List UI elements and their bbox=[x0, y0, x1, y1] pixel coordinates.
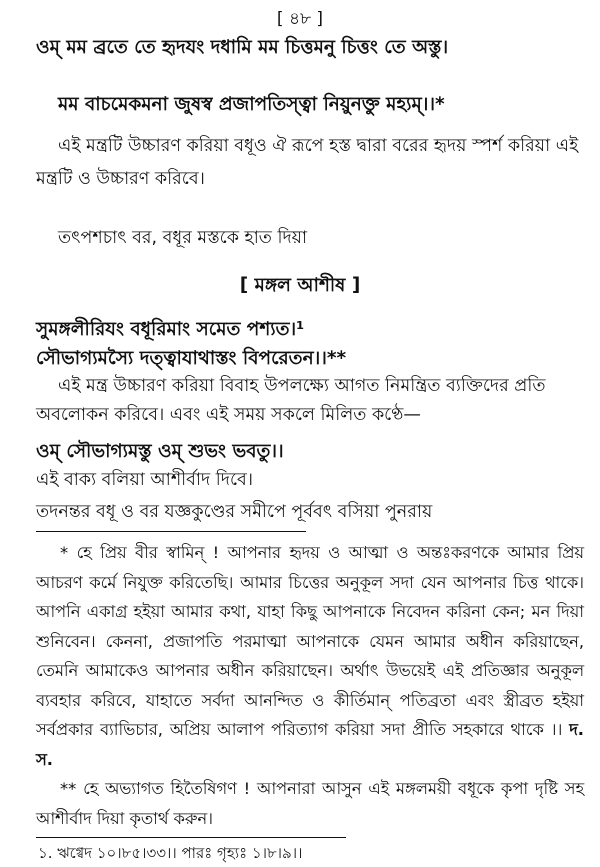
paragraph-instruction-3: এই মন্ত্র উচ্চারণ করিয়া বিবাহ উপলক্ষ্যে আগত নিমন্ত্রিত ব্যক্তিদের প্রতি অবলোকন করিবে। এবং এই সময় সকলে মিলিত কণ্ঠে— bbox=[36, 376, 546, 425]
reference-separator bbox=[36, 837, 346, 838]
paragraph-instruction-4: এই বাক্য বলিয়া আশীর্বাদ দিবে। bbox=[36, 470, 253, 490]
footnote-1-signature: দ. স. bbox=[36, 720, 584, 769]
paragraph-instruction-2: তৎপশচাৎ বর, বধূর মস্তকে হাত দিয়া bbox=[58, 228, 308, 248]
paragraph-instruction-5: তদনন্তর বধূ ও বর যজ্ঞকুণ্ডের সমীপে পূর্ববৎ বসিয়া পুনরায় bbox=[36, 502, 433, 522]
mantra-line-4: সৌভাগ্যমস্যৈ দত্ত্বাযাথাস্তং বিপরেতন।।** bbox=[36, 348, 347, 369]
mantra-line-3: সুমঙ্গলীরিযং বধূরিমাং সমেত পশ্যত।¹ bbox=[36, 319, 305, 340]
reference-note: ১. ঋগ্বেদ ১০।৮৫।৩৩।। পারঃ গৃহ্যঃ ১।৮।৯।। bbox=[38, 844, 303, 862]
paragraph-instruction-1: এই মন্ত্রটি উচ্চারণ করিয়া বধূও ঐ রূপে হস্ত দ্বারা বরের হৃদয় স্পর্শ করিয়া এই মন্ত্রটি ও উচ্চারণ করিবে। bbox=[36, 136, 579, 189]
footnote-1 bbox=[36, 538, 584, 774]
mantra-line-2: মম বাচমেকমনা জুষস্ব প্রজাপতিস্ত্বা নিয়ুনক্তু মহ্যম্।।* bbox=[58, 94, 445, 115]
page-number: [ ৪৮ ] bbox=[276, 9, 324, 29]
mantra-line-1: ওম্ মম ব্রতে তে হৃদযং দধামি মম চিত্তমনু চিত্তং তে অস্তু। bbox=[36, 37, 449, 58]
section-heading: [ মঙ্গল আশীষ ] bbox=[239, 275, 361, 296]
mantra-line-5: ওম্ সৌভাগ্যমস্তু ওম্ শুভং ভবতু।। bbox=[36, 441, 284, 462]
footnote-separator bbox=[36, 531, 306, 532]
footnote-2: ** হে অভ্যাগত হিতৈষিগণ ! আপনারা আসুন এই মঙ্গলময়ী বধূকে কৃপা দৃষ্টি সহ আশীর্বাদ দিয়া কৃতার্থ করুন। bbox=[36, 779, 584, 828]
footnote-1-text: * হে প্রিয় বীর স্বামিন্ ! আপনার হৃদয় ও আত্মা ও অন্তঃকরণকে আমার প্রিয় আচরণ কর্মে নিযুক্ত করিতেছি। আমার চিত্তের অনুকূল সদা যেন আপনার চিত্ত থাকে। আপনি একাগ্র হইয়া আমার কথা, যাহা কিছু আপনাকে নিবেদন করিনা কেন; মন দিয়া শুনিবেন। কেননা, প্রজাপতি পরমাত্মা আপনাকে যেমন আমার অধীন করিয়াছেন, তেমনি আমাকেও আপনার অধীন করিয়াছেন। অর্থাৎ উভয়েই এই প্রতিজ্ঞার অনুকূল ব্যবহার করিবে, যাহাতে সর্বদা আনন্দিত ও কীর্তিমান্ পতিব্রতা এবং স্ত্রীব্রত হইয়া সর্বপ্রকার ব্যাভিচার, অপ্রিয় আলাপ পরিত্যাগ করিয়া সদা প্রীতি সহকারে থাকে ।। bbox=[36, 543, 584, 739]
